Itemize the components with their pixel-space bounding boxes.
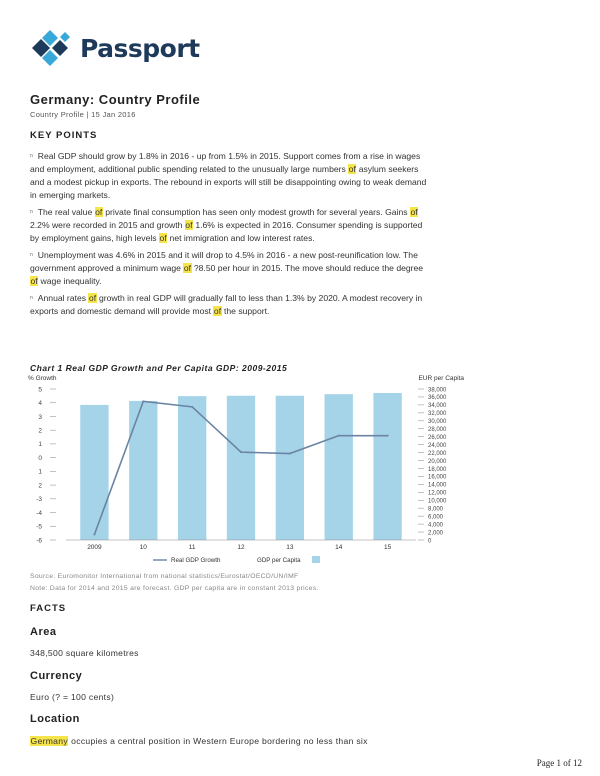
search-highlight: of xyxy=(183,263,192,274)
point-real-gdp-growth xyxy=(387,435,389,437)
chart-source: Source: Euromonitor International from national statistics/Eurostat/OECD/UN/IMF xyxy=(30,573,299,580)
point-real-gdp-growth xyxy=(142,400,144,402)
key-points-heading: KEY POINTS xyxy=(30,130,98,141)
x-tick-label: 12 xyxy=(237,544,245,551)
legend-label-per-capita: GDP per Capita xyxy=(257,557,301,564)
currency-heading: Currency xyxy=(30,670,83,682)
bullet-marker: n xyxy=(30,252,33,259)
right-tick-label: 38,000 xyxy=(428,387,447,394)
x-tick-label: 2009 xyxy=(87,544,102,551)
text-segment: ?8.50 per hour in 2015. The move should reduce the degree xyxy=(191,263,424,274)
x-tick-label: 15 xyxy=(383,544,392,551)
bar-gdp-per-capita xyxy=(373,393,401,540)
location-highlight: Germany xyxy=(30,736,68,746)
right-tick-label: 18,000 xyxy=(428,466,447,473)
search-highlight: of xyxy=(213,306,222,317)
left-tick-label: 3 xyxy=(38,413,42,421)
bar-gdp-per-capita xyxy=(325,394,353,540)
x-tick-label: 11 xyxy=(188,544,196,551)
key-point-3 xyxy=(30,249,430,288)
currency-text: Euro (? = 100 cents) xyxy=(30,692,115,702)
facts-heading: FACTS xyxy=(30,603,67,614)
legend-label-growth: Real GDP Growth xyxy=(171,557,221,564)
bullet-marker: n xyxy=(30,209,33,216)
search-highlight: of xyxy=(159,233,167,243)
search-highlight: of xyxy=(30,276,38,286)
point-real-gdp-growth xyxy=(191,406,193,408)
right-tick-label: 10,000 xyxy=(428,498,447,505)
right-tick-label: 16,000 xyxy=(428,474,447,481)
right-tick-label: 8,000 xyxy=(428,506,444,513)
right-tick-label: 24,000 xyxy=(428,442,447,449)
point-real-gdp-growth xyxy=(338,435,340,437)
right-tick-label: 2,000 xyxy=(428,530,444,537)
left-tick-label: -5 xyxy=(36,523,42,531)
text-segment: Annual rates xyxy=(37,292,89,303)
bullet-marker: n xyxy=(30,295,33,302)
right-tick-label: 22,000 xyxy=(428,450,447,457)
page-subtitle: Country Profile | 15 Jan 2016 xyxy=(30,110,136,119)
left-axis-label: % Growth xyxy=(28,375,57,382)
right-tick-label: 30,000 xyxy=(428,419,447,426)
text-segment: growth in real GDP will gradually fall to less than 1.3% by 2020. A modest recovery in exports and domestic demand will provide most xyxy=(30,292,423,317)
bullet-marker: n xyxy=(30,153,33,160)
key-points-list xyxy=(30,150,430,322)
left-tick-label: 5 xyxy=(38,386,42,394)
passport-logo xyxy=(28,28,200,68)
chart-title: Chart 1 Real GDP Growth and Per Capita GDP: 2009-2015 xyxy=(30,363,288,373)
left-tick-label: -4 xyxy=(36,509,42,517)
left-tick-label: -3 xyxy=(36,496,42,504)
left-tick-label: 1 xyxy=(38,441,42,449)
search-highlight: of xyxy=(95,206,103,217)
page-title: Germany: Country Profile xyxy=(30,92,201,107)
search-highlight: of xyxy=(348,164,356,175)
bar-gdp-per-capita xyxy=(227,396,255,540)
point-real-gdp-growth xyxy=(289,453,291,455)
location-heading: Location xyxy=(30,713,80,725)
left-tick-label: 2 xyxy=(38,482,42,490)
area-text: 348,500 square kilometres xyxy=(30,648,139,658)
point-real-gdp-growth xyxy=(93,534,95,536)
left-tick-label: -6 xyxy=(36,537,42,545)
chart-note: Note: Data for 2014 and 2015 are forecast. GDP per capita are in constant 2013 prices. xyxy=(30,585,319,592)
location-body: occupies a central position in Western Europe bordering no less than six xyxy=(68,736,368,746)
text-segment: private final consumption has seen only modest growth for several years. Gains xyxy=(102,206,410,217)
text-segment: 1.6% is expected in 2016. Consumer spending is supported by employment gains, high levels xyxy=(30,220,423,243)
text-segment: wage inequality. xyxy=(38,276,102,286)
passport-logo-icon xyxy=(28,28,74,68)
key-point-1 xyxy=(30,150,430,202)
right-axis-label: EUR per Capita xyxy=(418,375,464,382)
bar-gdp-per-capita xyxy=(80,405,108,540)
text-segment: net immigration and low interest rates. xyxy=(167,233,315,243)
bar-gdp-per-capita xyxy=(129,401,157,540)
search-highlight: of xyxy=(185,220,193,231)
right-tick-label: 12,000 xyxy=(428,490,447,497)
text-segment: Unemployment was 4.6% in 2015 and it will drop to 4.5% in 2016 - a new post-reunification low. The government approved a minimum wage xyxy=(30,249,418,274)
text-segment: Real GDP should grow by 1.8% in 2016 - up from 1.5% in 2015. Support comes from a rise in wages and employment, additional public spending related to the unusually large numbers xyxy=(30,151,421,175)
right-tick-label: 4,000 xyxy=(428,522,444,529)
right-tick-label: 14,000 xyxy=(428,482,447,489)
logo-text: Passport xyxy=(80,33,200,63)
search-highlight: of xyxy=(88,292,97,303)
area-heading: Area xyxy=(30,626,57,638)
page-number: Page 1 of 12 xyxy=(536,758,582,768)
text-segment: asylum seekers and a modest pickup in exports. The rebound in exports will still be disappointing owing to weak demand in emerging markets. xyxy=(30,164,427,200)
left-tick-label: 1 xyxy=(38,468,42,476)
right-tick-label: 34,000 xyxy=(428,403,447,410)
key-point-2 xyxy=(30,206,430,245)
search-highlight: of xyxy=(410,206,418,217)
gdp-chart xyxy=(20,372,470,572)
right-tick-label: 6,000 xyxy=(428,514,444,521)
left-tick-label: 2 xyxy=(38,427,42,435)
right-tick-label: 32,000 xyxy=(428,411,447,418)
location-text xyxy=(30,736,368,746)
legend-bar-swatch xyxy=(312,556,320,563)
right-tick-label: 36,000 xyxy=(428,395,447,402)
x-tick-label: 13 xyxy=(286,544,294,551)
point-real-gdp-growth xyxy=(240,451,242,453)
text-segment: 2.2% were recorded in 2015 and growth xyxy=(30,220,185,231)
bar-gdp-per-capita xyxy=(178,396,206,540)
right-tick-label: 0 xyxy=(428,538,432,545)
key-point-4 xyxy=(30,292,430,318)
text-segment: the support. xyxy=(221,306,270,317)
right-tick-label: 28,000 xyxy=(428,427,447,434)
left-tick-label: 0 xyxy=(38,454,42,462)
x-tick-label: 14 xyxy=(335,544,343,551)
left-tick-label: 4 xyxy=(38,400,42,408)
right-tick-label: 26,000 xyxy=(428,434,447,441)
text-segment: The real value xyxy=(37,206,95,217)
right-tick-label: 20,000 xyxy=(428,458,447,465)
bar-gdp-per-capita xyxy=(276,396,304,540)
x-tick-label: 10 xyxy=(139,544,147,551)
